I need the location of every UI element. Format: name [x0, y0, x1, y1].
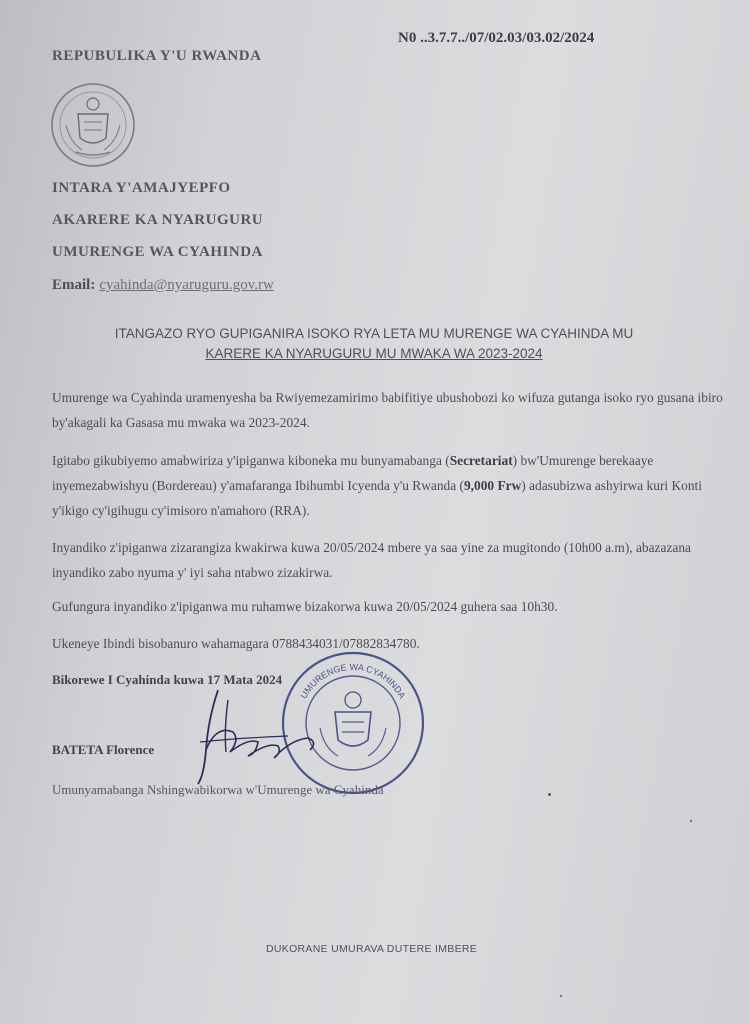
signatory-name: BATETA Florence: [52, 742, 155, 757]
announcement-title: [34, 324, 714, 364]
scan-speck: [548, 793, 551, 796]
sector-heading: UMURENGE WA CYAHINDA: [52, 244, 263, 260]
p2-secretariat: Secretariat: [449, 453, 513, 468]
p2-fee: 9,000 Frw: [463, 478, 522, 493]
province-heading: INTARA Y'AMAJYEPFO: [52, 180, 231, 196]
republic-heading: REPUBULIKA Y'U RWANDA: [52, 48, 262, 64]
paragraph-tender-documents: [52, 448, 732, 523]
paragraph-opening: Gufungura inyandiko z'ipiganwa mu ruhamwe bizakorwa kuwa 20/05/2024 guhera saa 10h30.: [52, 599, 558, 614]
scan-speck: [690, 820, 692, 822]
title-line-2: KARERE KA NYARUGURU MU MWAKA WA 2023-2024: [205, 346, 543, 361]
email-line: [52, 276, 274, 294]
place-date: Bikorewe I Cyahinda kuwa 17 Mata 2024: [52, 672, 283, 687]
paragraph-contact: Ukeneye Ibindi bisobanuro wahamagara 0788434031/07882834780.: [52, 636, 420, 651]
p2-part-a: Igitabo gikubiyemo amabwiriza y'ipiganwa kiboneka mu bunyamabanga (: [52, 453, 450, 468]
coat-of-arms-icon: [48, 80, 138, 170]
svg-text:UMURENGE WA CYAHINDA: UMURENGE WA CYAHINDA: [298, 661, 408, 701]
signatory-role: Umunyamabanga Nshingwabikorwa w'Umurenge wa Cyahinda: [52, 782, 384, 797]
paragraph-tender-notice: Umurenge wa Cyahinda uramenyesha ba Rwiyemezamirimo babifitiye ubushobozi ko wifuza gutanga isoko ryo gusana ibiro by'akagali ka Gasasa mu mwaka wa 2023-2024.: [52, 390, 723, 430]
title-line-1: ITANGAZO RYO GUPIGANIRA ISOKO RYA LETA MU MURENGE WA CYAHINDA MU: [114, 326, 634, 341]
signature-icon: [178, 680, 328, 790]
email-link[interactable]: cyahinda@nyaruguru.gov.rw: [99, 277, 274, 293]
footer-motto: DUKORANE UMURAVA DUTERE IMBERE: [266, 943, 478, 955]
p2-part-e: ) adasubizwa ashyirwa kuri Konti y'ikigo cy'igihugu cy'imisoro n'amahoro (RRA).: [52, 478, 702, 518]
p2-part-c: ) bw'Umurenge berekaaye inyemezabwishyu (Bordereau) y'amafaranga Ibihumbi Icyenda y'u Rwanda (: [52, 453, 654, 493]
district-heading: AKARERE KA NYARUGURU: [52, 212, 264, 228]
scan-speck: [560, 995, 562, 997]
paragraph-submission-deadline: Inyandiko z'ipiganwa zizarangiza kwakirwa kuwa 20/05/2024 mbere ya saa yine za mugitondo (10h00 a.m), abazazana inyandiko zabo nyuma y' iyi saha ntabwo zizakirwa.: [52, 540, 691, 580]
reference-number: N0 ..3.7.7../07/02.03/03.02/2024: [398, 30, 595, 46]
email-label: Email:: [52, 277, 96, 293]
